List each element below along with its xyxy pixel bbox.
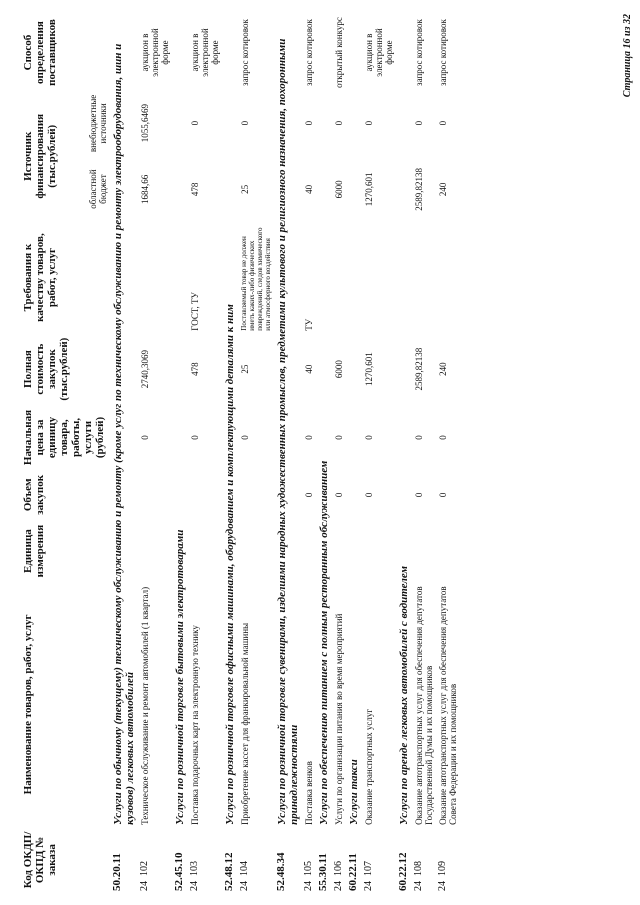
item-requirements bbox=[332, 222, 346, 332]
group-code: 52.48.12 bbox=[223, 852, 235, 891]
item-fin-regional: 40 bbox=[304, 184, 314, 194]
table-row bbox=[302, 15, 316, 893]
order-number: 107 bbox=[363, 861, 374, 876]
item-method: открытый конкурс bbox=[334, 17, 344, 88]
header-financing bbox=[20, 90, 110, 222]
table-body bbox=[110, 15, 460, 893]
header-code: Код ОКДП/ ОКПД № заказа bbox=[22, 831, 58, 889]
order-number: 106 bbox=[333, 861, 344, 876]
item-requirements bbox=[362, 222, 396, 332]
order-prefix: 24 bbox=[239, 881, 250, 891]
item-initial-price: 0 bbox=[364, 435, 374, 440]
header-name: Наименование товаров, работ, услуг bbox=[22, 614, 34, 795]
order-number-cell bbox=[436, 827, 460, 893]
item-unit bbox=[188, 520, 222, 582]
item-unit bbox=[332, 520, 346, 582]
item-initial-price: 0 bbox=[240, 435, 250, 440]
group-title: Услуги по розничной торговле бытовыми электротоварами bbox=[174, 529, 186, 825]
item-total-cost: 2740,3069 bbox=[140, 349, 150, 389]
item-fin-regional: 1270,601 bbox=[364, 172, 374, 207]
group-code: 50.20.11 bbox=[111, 853, 123, 891]
order-number: 108 bbox=[413, 861, 424, 876]
header-initial-price: Начальная цена за единицу товара, работы, услуги (рублей) bbox=[22, 409, 106, 466]
item-fin-regional: 240 bbox=[438, 182, 448, 197]
item-unit bbox=[138, 520, 172, 582]
item-fin-offbudget: 0 bbox=[190, 120, 200, 126]
item-initial-price: 0 bbox=[190, 435, 200, 440]
item-unit bbox=[412, 520, 436, 582]
item-name: Техническое обслуживание и ремонт автомобилей (1 квартал) bbox=[140, 586, 150, 825]
header-volume: Объем закупок bbox=[22, 474, 46, 515]
item-volume bbox=[238, 469, 274, 520]
item-fin-offbudget: 0 bbox=[414, 120, 424, 126]
item-initial-price: 0 bbox=[414, 435, 424, 440]
order-number-cell bbox=[302, 827, 316, 893]
order-prefix: 24 bbox=[437, 881, 448, 891]
item-volume: 0 bbox=[364, 492, 374, 498]
item-volume: 0 bbox=[438, 492, 448, 498]
order-number: 105 bbox=[303, 861, 314, 876]
item-fin-regional: 2589,82138 bbox=[414, 167, 424, 211]
table-row bbox=[436, 15, 460, 893]
item-initial-price: 0 bbox=[140, 435, 150, 440]
item-method: аукцион в электронной форме bbox=[140, 28, 170, 77]
item-fin-regional: 25 bbox=[240, 184, 250, 194]
page-footer bbox=[622, 14, 634, 97]
item-total-cost: 240 bbox=[438, 362, 448, 376]
order-number-cell bbox=[138, 827, 172, 893]
item-volume bbox=[138, 469, 172, 520]
item-fin-regional: 1684,66 bbox=[140, 174, 150, 204]
item-method: запрос котировок bbox=[304, 19, 314, 86]
item-total-cost: 25 bbox=[240, 364, 250, 374]
item-fin-offbudget: 0 bbox=[438, 120, 448, 126]
item-name: Приобретение кассет для франкировальной машины bbox=[240, 622, 250, 825]
item-fin-regional: 478 bbox=[190, 182, 200, 197]
item-requirements: Поставляемый товар не должен иметь каких-либо физических повреждений, следов химического или атмосферного воздействия bbox=[240, 227, 272, 331]
order-number: 109 bbox=[437, 861, 448, 876]
group-row bbox=[274, 15, 302, 893]
table-header-row bbox=[20, 15, 110, 893]
item-method: аукцион в электронной форме bbox=[190, 28, 220, 77]
group-code: 55.30.11 bbox=[317, 853, 329, 891]
group-row bbox=[110, 15, 138, 893]
order-number-cell bbox=[362, 827, 396, 893]
item-name: Оказание транспортных услуг bbox=[364, 708, 374, 825]
item-method: запрос котировок bbox=[240, 19, 250, 86]
group-title: Услуги по розничной торговле сувенирами, изделиями народных художественных промыслов, предметами культового и религиозного назначения, похоронными принадлежностями bbox=[276, 38, 300, 825]
header-financing-sub bbox=[88, 91, 108, 221]
group-code: 52.48.34 bbox=[275, 852, 287, 891]
order-number-cell bbox=[332, 827, 346, 893]
order-number-cell bbox=[188, 827, 222, 893]
group-title: Услуги такси bbox=[348, 759, 360, 825]
order-prefix: 24 bbox=[303, 881, 314, 891]
item-initial-price: 0 bbox=[438, 435, 448, 440]
item-name: Услуги по организации питания во время мероприятий bbox=[334, 613, 344, 825]
order-prefix: 24 bbox=[413, 881, 424, 891]
item-requirements bbox=[436, 222, 460, 332]
item-method: аукцион в электронной форме bbox=[364, 28, 394, 77]
header-method: Способ определения поставщиков bbox=[22, 19, 58, 86]
item-fin-offbudget: 0 bbox=[334, 120, 344, 126]
item-fin-offbudget: 0 bbox=[240, 120, 250, 126]
header-unit: Единица измерения bbox=[22, 524, 46, 578]
order-prefix: 24 bbox=[363, 881, 374, 891]
item-unit bbox=[238, 520, 274, 582]
table-row bbox=[238, 15, 274, 893]
table-row bbox=[412, 15, 436, 893]
order-prefix: 24 bbox=[189, 881, 200, 891]
item-fin-offbudget: 1055,6469 bbox=[140, 104, 150, 143]
table-row bbox=[188, 15, 222, 893]
item-fin-regional: 6000 bbox=[334, 180, 344, 199]
group-title: Услуги по обеспечению питанием с полным ресторанным обслуживанием bbox=[318, 460, 330, 825]
header-fin-offbudget: внебюджетные источники bbox=[88, 94, 108, 153]
order-number: 102 bbox=[139, 861, 150, 876]
order-number: 104 bbox=[239, 861, 250, 876]
item-name: Поставка подарочных карт на электронную технику bbox=[190, 625, 200, 825]
item-requirements bbox=[138, 222, 172, 332]
item-fin-offbudget: 0 bbox=[304, 120, 314, 126]
item-requirements bbox=[412, 222, 436, 332]
item-fin-offbudget: 0 bbox=[364, 120, 374, 126]
header-total-cost: Полная стоимость закупок (тыс.рублей) bbox=[22, 337, 70, 401]
item-unit bbox=[362, 520, 396, 582]
item-total-cost: 2589,82138 bbox=[414, 347, 424, 391]
item-requirements: ТУ bbox=[304, 318, 314, 331]
group-row bbox=[172, 15, 188, 893]
item-total-cost: 478 bbox=[190, 362, 200, 376]
header-fin-regional: областной бюджет bbox=[88, 169, 108, 209]
header-requirements: Требования к качеству товаров, работ, услуг bbox=[22, 233, 58, 322]
item-initial-price: 0 bbox=[304, 435, 314, 440]
item-name: Оказание автотранспортных услуг для обеспечения депутатов Государственной Думы и их помощников bbox=[414, 586, 434, 825]
order-number-cell bbox=[238, 827, 274, 893]
table-row bbox=[332, 15, 346, 893]
item-method: запрос котировок bbox=[438, 19, 448, 86]
group-row bbox=[396, 15, 412, 893]
item-unit bbox=[436, 520, 460, 582]
item-volume: 0 bbox=[304, 492, 314, 498]
item-method: запрос котировок bbox=[414, 19, 424, 86]
item-volume: 0 bbox=[414, 492, 424, 498]
item-total-cost: 40 bbox=[304, 364, 314, 374]
order-prefix: 24 bbox=[333, 881, 344, 891]
item-requirements: ГОСТ, ТУ bbox=[190, 292, 200, 331]
item-initial-price: 0 bbox=[334, 435, 344, 440]
order-number: 103 bbox=[189, 861, 200, 876]
procurement-table bbox=[20, 15, 460, 893]
group-code: 60.22.11 bbox=[347, 853, 359, 891]
group-code: 60.22.12 bbox=[397, 852, 409, 891]
group-code: 52.45.10 bbox=[173, 852, 185, 891]
group-row bbox=[222, 15, 238, 893]
table-row bbox=[362, 15, 396, 893]
item-volume bbox=[188, 469, 222, 520]
item-unit bbox=[302, 520, 316, 582]
order-prefix: 24 bbox=[139, 881, 150, 891]
page-number: Страница 16 из 32 bbox=[622, 14, 633, 98]
item-name: Поставка венков bbox=[304, 761, 314, 825]
item-total-cost: 1270,601 bbox=[364, 352, 374, 386]
group-title: Услуги по аренде легковых автомобилей с водителем bbox=[398, 565, 410, 825]
group-title: Услуги по розничной торговле офисными машинами, оборудованием и комплектующими деталями к ним bbox=[224, 304, 236, 825]
table-row bbox=[138, 15, 172, 893]
header-financing-title: Источник финансирования (тыс.рублей) bbox=[22, 113, 58, 199]
group-row bbox=[346, 15, 362, 893]
item-name: Оказание автотранспортных услуг для обеспечения депутатов Совета Федерации и их помощников bbox=[438, 586, 458, 825]
group-row bbox=[316, 15, 332, 893]
item-volume: 0 bbox=[334, 492, 344, 498]
group-title: Услуги по обычному (текущему) техническому обслуживанию и ремонту (кроме услуг по техническому обслуживанию и ремонту электрооборудования, шин и кузовов) легковых автомобилей bbox=[112, 43, 136, 825]
item-total-cost: 6000 bbox=[334, 360, 344, 379]
order-number-cell bbox=[412, 827, 436, 893]
